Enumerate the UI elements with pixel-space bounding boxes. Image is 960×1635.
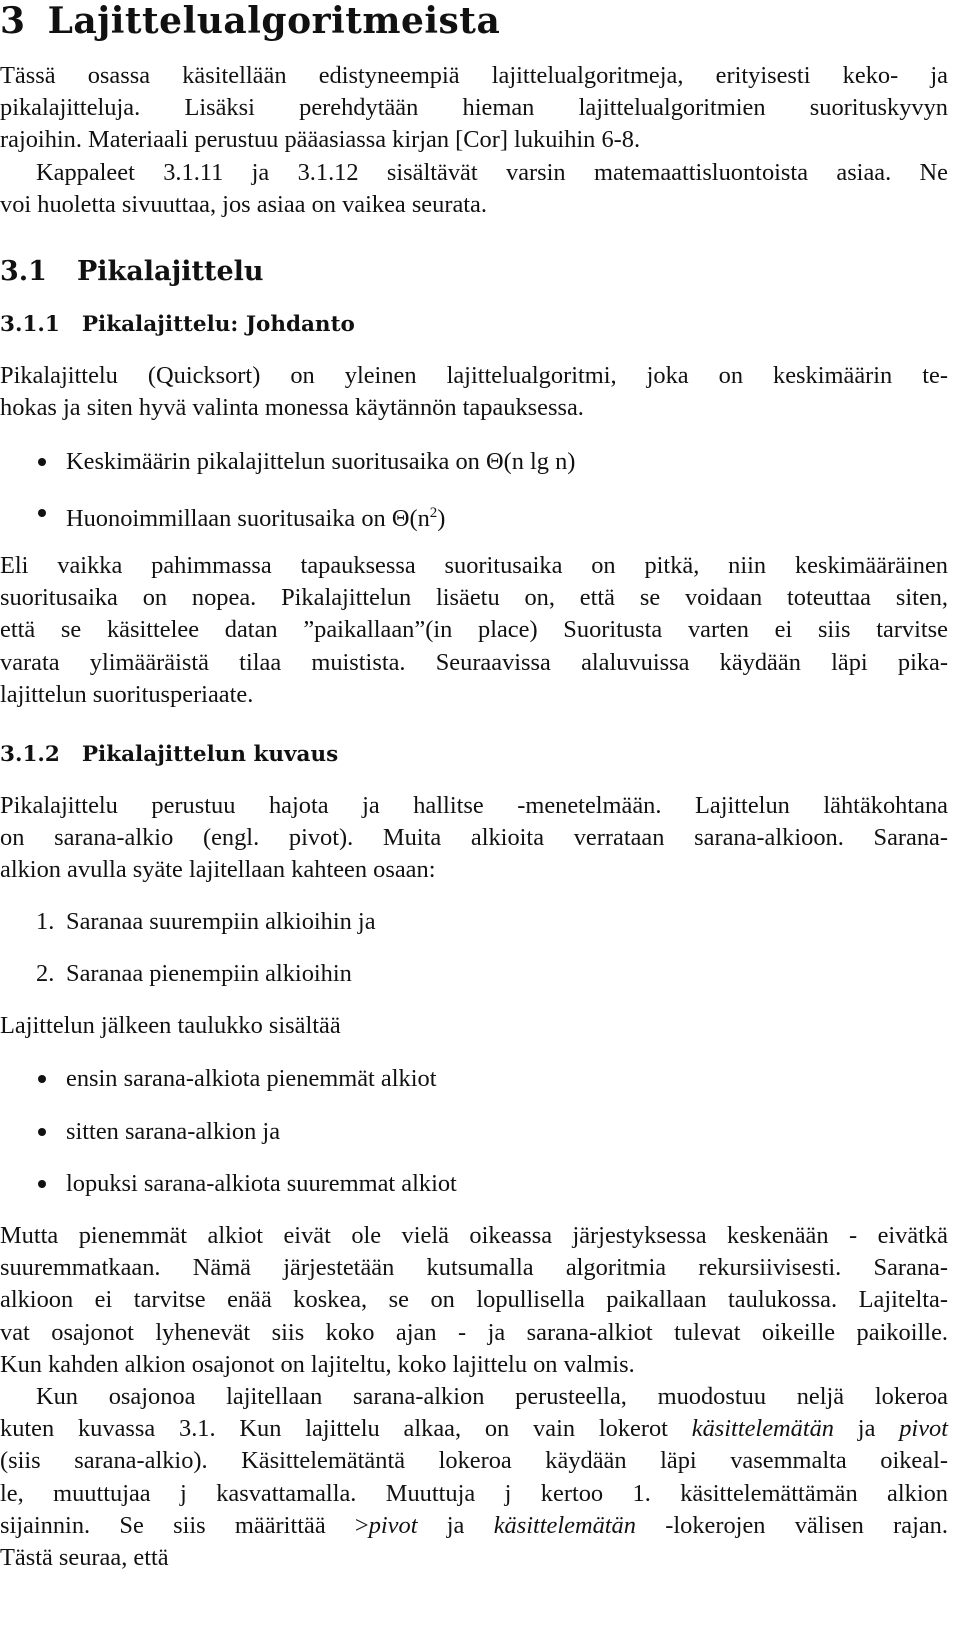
bullet-icon xyxy=(38,1075,46,1083)
section-title: Pikalajittelu xyxy=(76,256,264,287)
numbered-list-item xyxy=(36,958,352,990)
paragraph-line: on sarana-alkio (engl. pivot). Muita alkioita verrataan sarana-alkioon. Sarana- xyxy=(0,824,948,852)
chapter-number: 3 xyxy=(0,0,26,42)
intro-paragraph xyxy=(0,60,948,221)
list-item xyxy=(38,1168,457,1200)
subsection-heading xyxy=(0,742,338,767)
list-item xyxy=(38,446,575,478)
section-number: 3.1 xyxy=(0,256,47,287)
intro-line: Kappaleet 3.1.11 ja 3.1.12 sisältävät varsin matemaattisluontoista asiaa. Ne xyxy=(36,158,948,186)
subsection-heading xyxy=(0,312,355,337)
paragraph-line: Kun kahden alkion osajonot on lajiteltu, koko lajittelu on valmis. xyxy=(0,1350,635,1378)
list-item-text: ensin sarana-alkiota pienemmät alkiot xyxy=(66,1065,437,1092)
math-expression: $\Theta(n^2)$ xyxy=(391,505,446,533)
intro-line: rajoihin. Materiaali perustuu pääasiassa kirjan [Cor] lukuihin 6-8. xyxy=(0,126,641,154)
chapter-heading xyxy=(0,0,500,42)
list-item-text: sitten sarana-alkion ja xyxy=(66,1118,281,1145)
list-item xyxy=(38,1063,436,1095)
bullet-icon xyxy=(38,1128,46,1136)
subsection-number: 3.1.2 xyxy=(0,742,60,767)
bullet-icon xyxy=(38,458,46,466)
intro-line: pikalajitteluja. Lisäksi perehdytään hieman lajittelualgoritmien suorituskyvyn xyxy=(0,94,948,122)
paragraph-line: Pikalajittelu (Quicksort) on yleinen lajittelualgoritmi, joka on keskimäärin te- xyxy=(0,362,948,389)
paragraph-line: kuten kuvassa 3.1. Kun lajittelu alkaa, on vain lokerot käsittelemätän ja pivot xyxy=(0,1415,948,1443)
math-expression: Θ(n lg n) xyxy=(485,448,576,475)
list-item-number: 2. xyxy=(36,960,55,987)
list-item xyxy=(38,1116,280,1148)
subsection-title: Pikalajittelun kuvaus xyxy=(81,742,339,767)
paragraph-line: Lajittelun jälkeen taulukko sisältää xyxy=(0,1012,341,1039)
numbered-list-item xyxy=(36,906,376,938)
paragraph-line: (siis sarana-alkio). Käsittelemätäntä lokeroa käydään läpi vasemmalta oikeal- xyxy=(0,1447,948,1475)
list-item-text: Keskimäärin pikalajittelun suoritusaika on xyxy=(66,448,480,475)
quicksort-intro-paragraph xyxy=(0,360,948,424)
subsection-title: Pikalajittelu: Johdanto xyxy=(81,312,355,337)
list-item-text: Saranaa suurempiin alkioihin ja xyxy=(66,908,376,935)
quicksort-paragraph-2 xyxy=(0,550,948,711)
quicksort-recursion-paragraph xyxy=(0,1220,948,1381)
subsection-number: 3.1.1 xyxy=(0,312,60,337)
paragraph-line: vat osajonot lyhenevät siis koko ajan - ja sarana-alkiot tulevat oikeille paikoille. xyxy=(0,1318,948,1346)
chapter-title: Lajittelualgoritmeista xyxy=(47,0,501,42)
list-item-text: lopuksi sarana-alkiota suuremmat alkiot xyxy=(66,1170,457,1197)
paragraph-line: Pikalajittelu perustuu hajota ja hallitse -menetelmään. Lajittelun lähtäkohtana xyxy=(0,792,948,819)
paragraph-line: hokas ja siten hyvä valinta monessa käytännön tapauksessa. xyxy=(0,394,584,422)
paragraph-line: Eli vaikka pahimmassa tapauksessa suoritusaika on pitkä, niin keskimääräinen xyxy=(0,552,948,579)
quicksort-description-paragraph xyxy=(0,790,948,887)
paragraph-line: Mutta pienemmät alkiot eivät ole vielä oikeassa järjestyksessa keskenään - eivätkä xyxy=(0,1222,948,1249)
list-item-text: Saranaa pienempiin alkioihin xyxy=(66,960,352,987)
bullet-icon xyxy=(38,509,46,517)
list-item-number: 1. xyxy=(36,908,55,935)
paragraph-line: suuremmatkaan. Nämä järjestetään kutsumalla algoritmia rekursiivisesti. Sarana- xyxy=(0,1254,948,1282)
list-item xyxy=(38,497,445,535)
paragraph-line: le, muuttujaa j kasvattamalla. Muuttuja j kertoo 1. käsittelemättämän alkion xyxy=(0,1479,948,1507)
intro-line: Tässä osassa käsitellään edistyneempiä lajittelualgoritmeja, erityisesti keko- ja xyxy=(0,62,948,89)
intro-line: voi huoletta sivuuttaa, jos asiaa on vaikea seurata. xyxy=(0,190,487,218)
paragraph-line: alkion avulla syäte lajitellaan kahteen osaan: xyxy=(0,856,436,884)
paragraph-line: Tästä seuraa, että xyxy=(0,1544,169,1572)
paragraph-line: suoritusaika on nopea. Pikalajittelun lisäetu on, että se voidaan toteuttaa siten, xyxy=(0,584,948,612)
quicksort-partition-paragraph xyxy=(0,1381,948,1574)
paragraph-line: Kun osajonoa lajitellaan sarana-alkion perusteella, muodostuu neljä lokeroa xyxy=(36,1383,948,1410)
paragraph-line: varata ylimääräistä tilaa muistista. Seuraavissa alaluvuissa käydään läpi pika- xyxy=(0,648,948,676)
list-item-text: Huonoimmillaan suoritusaika on xyxy=(66,505,386,533)
section-heading xyxy=(0,256,264,287)
bullet-icon xyxy=(38,1180,46,1188)
paragraph-line: sijainnin. Se siis määrittää >pivot ja käsittelemätän -lokerojen välisen rajan. xyxy=(0,1511,948,1539)
paragraph-line: lajittelun suoritusperiaate. xyxy=(0,680,254,708)
paragraph-line: alkioon ei tarvitse enää koskea, se on lopullisella paikallaan taulukossa. Lajitelta- xyxy=(0,1286,948,1314)
paragraph-line: että se käsittelee datan ”paikallaan”(in place) Suoritusta varten ei siis tarvitse xyxy=(0,616,948,644)
